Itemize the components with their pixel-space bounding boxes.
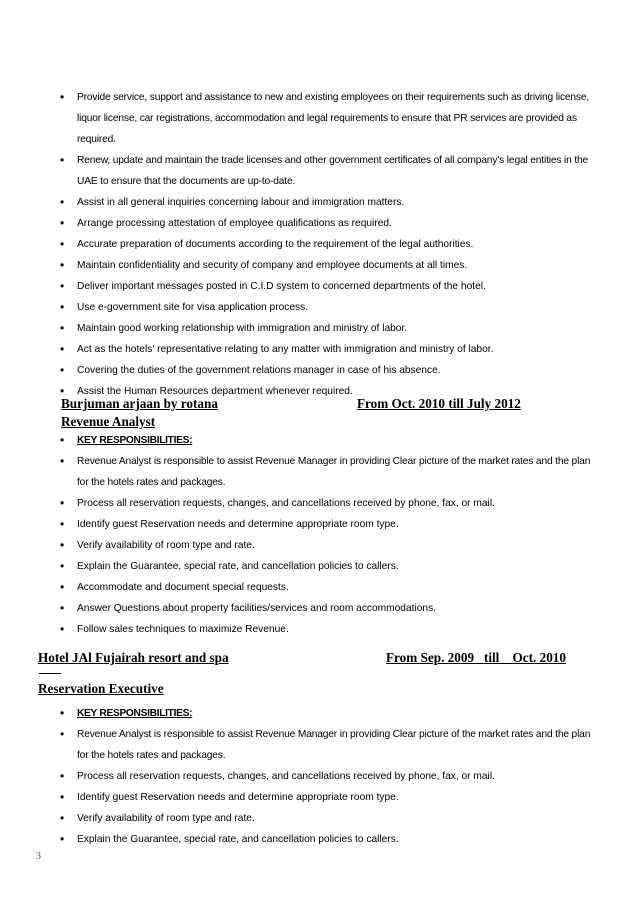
- list-item: [0, 703, 638, 724]
- list-item: • Provide service, support and assistance to new and existing employees on their requirements such as driving license, liquor license, car registrations, accommodation and legal requirements to ensure that PR services are provided as required.: [0, 87, 638, 150]
- list-item: • Revenue Analyst is responsible to assist Revenue Manager in providing Clear picture of the market rates and the plan for the hotels rates and packages.: [0, 724, 638, 766]
- list-item: • Verify availability of room type and rate.: [0, 535, 638, 556]
- list-item: • Answer Questions about property facilities/services and room accommodations.: [0, 598, 638, 619]
- gr-duties-section: [0, 87, 638, 402]
- job2-responsibilities-list: [0, 430, 638, 640]
- list-item: • Maintain good working relationship with immigration and ministry of labor.: [0, 318, 638, 339]
- page-number: 3: [36, 851, 41, 862]
- list-item: • Covering the duties of the government relations manager in case of his absence.: [0, 360, 638, 381]
- list-item: • Accommodate and document special requests.: [0, 577, 638, 598]
- job2-period: From Oct. 2010 till July 2012: [357, 396, 521, 411]
- list-item: • Assist in all general inquiries concerning labour and immigration matters.: [0, 192, 638, 213]
- list-item: • Assist the Human Resources department whenever required.: [0, 381, 638, 402]
- list-item: • Use e-government site for visa application process.: [0, 297, 638, 318]
- list-item: • Revenue Analyst is responsible to assist Revenue Manager in providing Clear picture of the market rates and the plan for the hotels rates and packages.: [0, 451, 638, 493]
- list-item: • Process all reservation requests, changes, and cancellations received by phone, fax, or mail.: [0, 493, 638, 514]
- job3-resp-heading: KEY RESPONSIBILITIES:: [77, 708, 193, 719]
- list-item: • Explain the Guarantee, special rate, and cancellation policies to callers.: [0, 556, 638, 577]
- list-item: • Identify guest Reservation needs and determine appropriate room type.: [0, 787, 638, 808]
- job2-title: Revenue Analyst: [61, 414, 156, 429]
- list-item: • Renew, update and maintain the trade licenses and other government certificates of all company’s legal entities in the UAE to ensure that the documents are up-to-date.: [0, 150, 638, 192]
- list-item: • Act as the hotels' representative relating to any matter with immigration and ministry of labor.: [0, 339, 638, 360]
- list-item: • Explain the Guarantee, special rate, and cancellation policies to callers.: [0, 829, 638, 850]
- job3-period: From Sep. 2009 till Oct. 2010: [386, 650, 566, 665]
- list-item: • Process all reservation requests, changes, and cancellations received by phone, fax, or mail.: [0, 766, 638, 787]
- list-item: • Deliver important messages posted in C.I.D system to concerned departments of the hotel.: [0, 276, 638, 297]
- underline-stub: [39, 673, 61, 674]
- list-item: • Arrange processing attestation of employee qualifications as required.: [0, 213, 638, 234]
- list-item: • Identify guest Reservation needs and determine appropriate room type.: [0, 514, 638, 535]
- list-item: • Verify availability of room type and rate.: [0, 808, 638, 829]
- job2-employer: Burjuman arjaan by rotana: [61, 396, 218, 411]
- list-item: [0, 430, 638, 451]
- job3-section: [0, 703, 638, 850]
- job3-responsibilities-list: [0, 703, 638, 850]
- gr-duties-list: [0, 87, 638, 402]
- list-item: • Maintain confidentiality and security of company and employee documents at all times.: [0, 255, 638, 276]
- job3-title: Reservation Executive: [38, 681, 164, 696]
- job2-resp-heading: KEY RESPONSIBILITIES:: [77, 435, 193, 446]
- job2-section: [0, 430, 638, 640]
- list-item: • Accurate preparation of documents according to the requirement of the legal authorities.: [0, 234, 638, 255]
- job3-employer: Hotel JAl Fujairah resort and spa: [38, 650, 229, 665]
- list-item: • Follow sales techniques to maximize Revenue.: [0, 619, 638, 640]
